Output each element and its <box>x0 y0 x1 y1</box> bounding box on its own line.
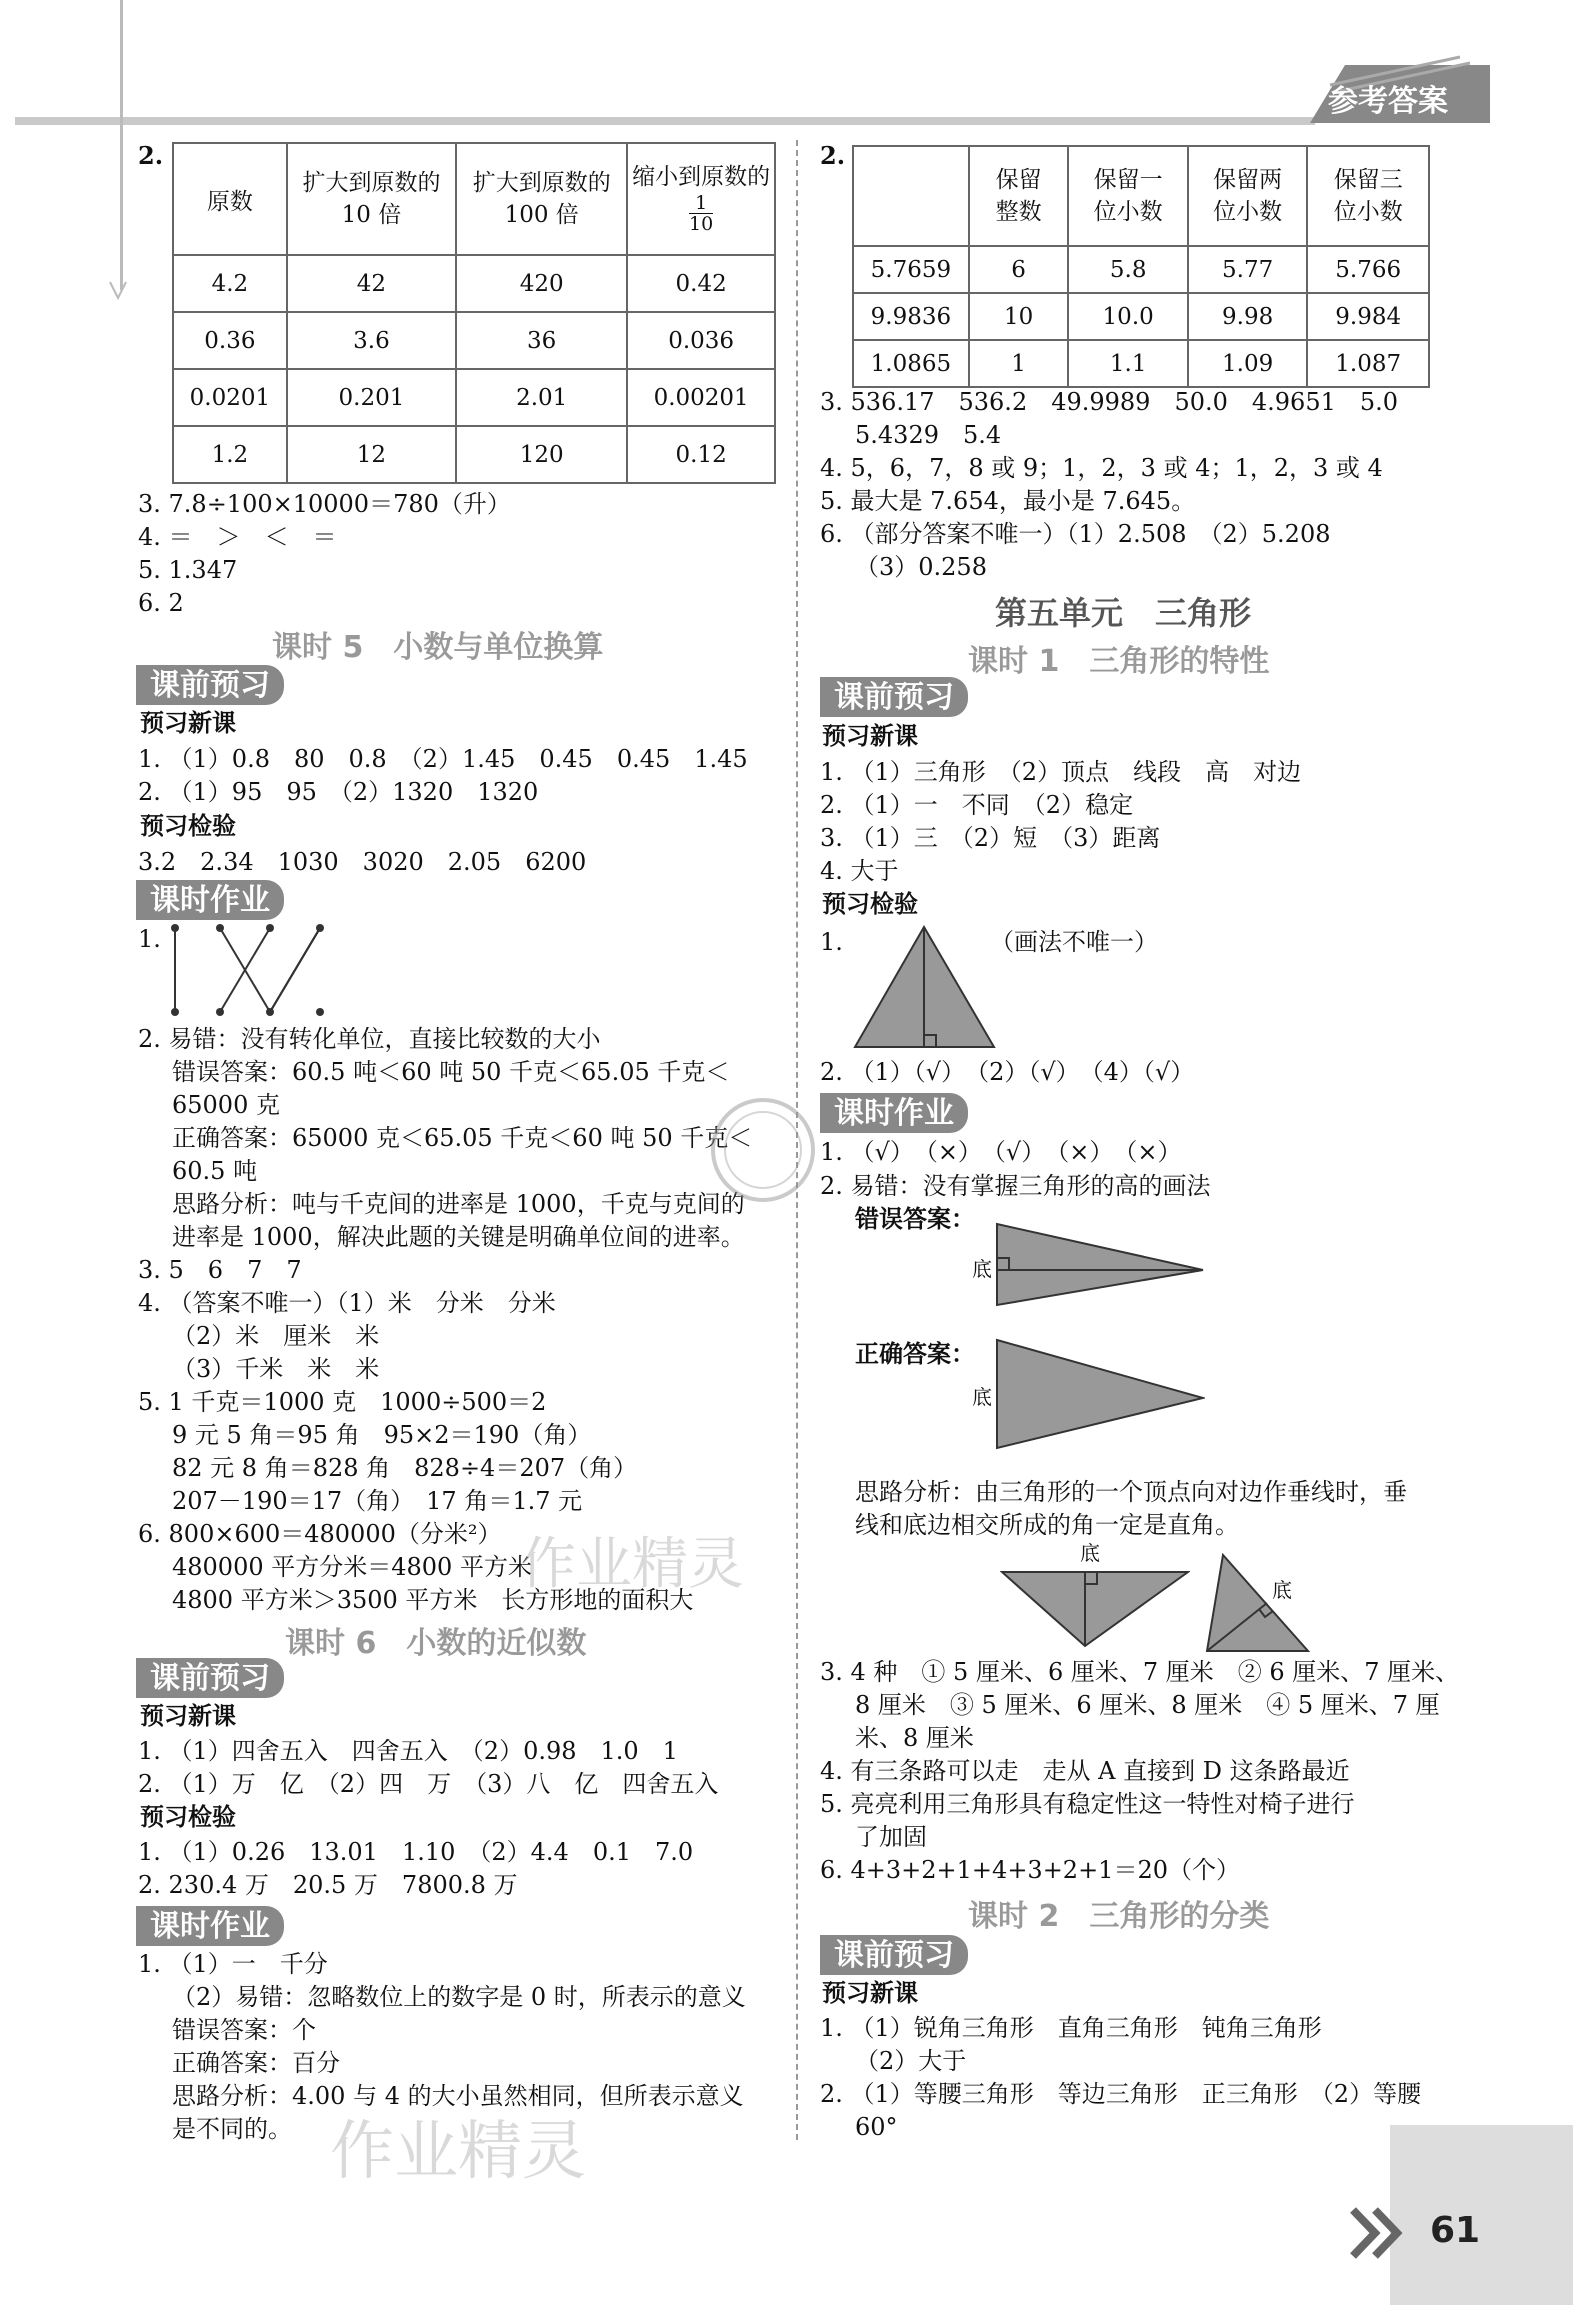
table-cell: 1.087 <box>1307 340 1429 387</box>
answer-line: 480000 平方分米＝4800 平方米 <box>172 1553 532 1581</box>
subsection-title: 预习检验 <box>140 1802 236 1831</box>
margin-arrow-icon <box>108 280 128 300</box>
answer-label: 错误答案： <box>855 1204 975 1233</box>
table-cell: 0.42 <box>627 255 775 312</box>
section-badge: 课前预习 <box>824 677 968 717</box>
section-badge: 课前预习 <box>140 1658 284 1698</box>
answer-line: 6. 800×600＝480000（分米²） <box>138 1520 502 1548</box>
answer-line: 5.4329 5.4 <box>855 421 1002 449</box>
answer-line: 5. 1 千克＝1000 克 1000÷500＝2 <box>138 1388 547 1416</box>
answer-line: （2）米 厘米 米 <box>172 1322 380 1350</box>
answer-line: 思路分析：吨与千克间的进率是 1000，千克与克间的 <box>172 1190 745 1218</box>
table-cell: 120 <box>456 426 627 483</box>
answer-line: 1. （1）0.8 80 0.8 （2）1.45 0.45 0.45 1.45 <box>138 745 748 773</box>
page-number: 61 <box>1430 2210 1481 2251</box>
answer-line: 正确答案：百分 <box>172 2049 340 2077</box>
page-header <box>0 0 1573 135</box>
table-cell: 0.12 <box>627 426 775 483</box>
answer-line: （3）千米 米 米 <box>172 1355 380 1383</box>
answer-line: 1. <box>138 925 161 953</box>
subsection-title: 预习新课 <box>822 1978 918 2007</box>
table-cell: 9.9836 <box>853 293 969 340</box>
header-rule <box>15 117 1315 125</box>
answer-label: 正确答案： <box>855 1339 975 1368</box>
answer-line: 3. 5 6 7 7 <box>138 1256 302 1284</box>
answer-line: 6. 2 <box>138 589 184 617</box>
table-header-cell: 保留两位小数 <box>1188 146 1307 246</box>
table-cell: 1.09 <box>1188 340 1307 387</box>
left-table <box>172 142 776 484</box>
answer-line: 2. （1）（√） （2）（√） （4）（√） <box>820 1058 1195 1086</box>
table-header-cell: 保留三位小数 <box>1307 146 1429 246</box>
answer-line: 错误答案：60.5 吨＜60 吨 50 千克＜65.05 千克＜ <box>172 1058 730 1086</box>
answer-line: （3）0.258 <box>855 553 987 581</box>
table-cell: 12 <box>287 426 456 483</box>
subsection-title: 预习检验 <box>822 889 918 918</box>
answer-line: 正确答案：65000 克＜65.05 千克＜60 吨 50 千克＜ <box>172 1124 753 1152</box>
answer-line: 60.5 吨 <box>172 1157 258 1185</box>
margin-rule <box>120 0 123 290</box>
fraction: $\frac{1}{10}$ <box>689 191 714 236</box>
answer-line: 4. ＝ ＞ ＜ ＝ <box>138 523 337 551</box>
answer-line: 1. （1）四舍五入 四舍五入 （2）0.98 1.0 1 <box>138 1737 678 1765</box>
answer-line: 1. （√） （×） （√） （×） （×） <box>820 1138 1182 1166</box>
answer-line: （2）大于 <box>855 2047 967 2075</box>
answer-line: 60° <box>855 2113 898 2141</box>
table-cell: 5.7659 <box>853 246 969 293</box>
table-header-cell: 扩大到原数的 100 倍 <box>456 143 627 255</box>
double-chevron-icon <box>1345 2198 1415 2268</box>
answer-line: 2. 230.4 万 20.5 万 7800.8 万 <box>138 1871 518 1899</box>
base-label: 底 <box>1272 1578 1292 1602</box>
base-label: 底 <box>972 1385 992 1409</box>
table-cell: 5.766 <box>1307 246 1429 293</box>
right-q2-number: 2. <box>820 141 846 170</box>
table-cell: 0.36 <box>173 312 287 369</box>
watermark: 作业精灵 <box>520 1532 744 1597</box>
answer-line: 2. （1）等腰三角形 等边三角形 正三角形 （2）等腰 <box>820 2080 1422 2108</box>
answer-line: 8 厘米 ③ 5 厘米、6 厘米、8 厘米 ④ 5 厘米、7 厘 <box>855 1691 1440 1719</box>
answer-line: 进率是 1000，解决此题的关键是明确单位间的进率。 <box>172 1223 745 1251</box>
answer-line: 3.2 2.34 1030 3020 2.05 6200 <box>138 848 587 876</box>
table-cell: 42 <box>287 255 456 312</box>
answer-line: 3. 7.8÷100×10000＝780（升） <box>138 490 511 518</box>
answer-line: 6. （部分答案不唯一）（1）2.508 （2）5.208 <box>820 520 1331 548</box>
left-q2-number: 2. <box>138 141 164 170</box>
answer-line: 米、8 厘米 <box>855 1724 974 1752</box>
answer-line: 4. 大于 <box>820 857 899 885</box>
correct-triangle-diagram <box>995 1338 1205 1450</box>
section-badge: 课时作业 <box>824 1093 968 1133</box>
table-cell: 10 <box>969 293 1069 340</box>
subsection-title: 预习检验 <box>140 811 236 840</box>
obtuse-triangle-diagram <box>1000 1570 1190 1648</box>
watermark-seal-icon <box>708 1095 818 1205</box>
answer-line: 3. 536.17 536.2 49.9989 50.0 4.9651 5.0 <box>820 388 1399 416</box>
answer-line: 思路分析：4.00 与 4 的大小虽然相同，但所表示意义 <box>172 2082 744 2110</box>
section-badge: 课时作业 <box>140 880 284 920</box>
table-cell: 2.01 <box>456 369 627 426</box>
answer-line: 4800 平方米＞3500 平方米 长方形地的面积大 <box>172 1586 694 1614</box>
base-label: 底 <box>1080 1541 1100 1565</box>
table-header-cell: 保留整数 <box>969 146 1069 246</box>
table-cell: 3.6 <box>287 312 456 369</box>
answer-line: 3. （1）三 （2）短 （3）距离 <box>820 824 1161 852</box>
answer-line: 2. （1）万 亿 （2）四 万 （3）八 亿 四舍五入 <box>138 1770 719 1798</box>
table-cell: 9.98 <box>1188 293 1307 340</box>
section-badge: 课时作业 <box>140 1906 284 1946</box>
answer-line: 4. 有三条路可以走 走从 A 直接到 D 这条路最近 <box>820 1757 1350 1785</box>
table-cell: 9.984 <box>1307 293 1429 340</box>
answer-line: 2. （1）一 不同 （2）稳定 <box>820 791 1134 819</box>
answer-line: 2. 易错：没有掌握三角形的高的画法 <box>820 1172 1211 1200</box>
answer-line: 1. （1）锐角三角形 直角三角形 钝角三角形 <box>820 2014 1322 2042</box>
answer-line: 5. 1.347 <box>138 556 238 584</box>
fraction-header-text: 缩小到原数的 <box>632 163 771 190</box>
right-triangle-diagram <box>1205 1553 1310 1653</box>
table-cell: 0.00201 <box>627 369 775 426</box>
answer-line: 2. （1）95 95 （2）1320 1320 <box>138 778 539 806</box>
table-cell: 1.1 <box>1068 340 1187 387</box>
table-cell: 1 <box>969 340 1069 387</box>
answer-line: 9 元 5 角＝95 角 95×2＝190（角） <box>172 1421 592 1449</box>
table-header-cell <box>853 146 969 246</box>
answer-line: 65000 克 <box>172 1091 280 1119</box>
section-badge: 课前预习 <box>824 1935 968 1975</box>
table-header-cell <box>627 143 775 255</box>
table-cell: 0.201 <box>287 369 456 426</box>
answer-line: 1. （1）一 千分 <box>138 1950 328 1978</box>
unit-title: 第五单元 三角形 <box>995 594 1252 632</box>
answer-line: 1. （1）0.26 13.01 1.10 （2）4.4 0.1 7.0 <box>138 1838 694 1866</box>
wrong-triangle-diagram <box>995 1222 1205 1307</box>
answer-line: 错误答案：个 <box>172 2016 316 2044</box>
answer-note: （画法不唯一） <box>990 928 1158 956</box>
table-cell: 420 <box>456 255 627 312</box>
answer-line: 是不同的。 <box>172 2115 292 2143</box>
base-label: 底 <box>972 1257 992 1281</box>
answer-line: 3. 4 种 ① 5 厘米、6 厘米、7 厘米 ② 6 厘米、7 厘米、 <box>820 1658 1460 1686</box>
answer-line: 207－190＝17（角） 17 角＝1.7 元 <box>172 1487 583 1515</box>
page-number-panel <box>1390 2125 1573 2305</box>
table-header-cell: 原数 <box>173 143 287 255</box>
table-cell: 10.0 <box>1068 293 1187 340</box>
answer-line: 82 元 8 角＝828 角 828÷4＝207（角） <box>172 1454 638 1482</box>
table-cell: 1.2 <box>173 426 287 483</box>
answer-line: 4. 5，6，7，8 或 9；1，2，3 或 4；1，2，3 或 4 <box>820 454 1383 482</box>
table-header-cell: 扩大到原数的 10 倍 <box>287 143 456 255</box>
matching-lines-diagram <box>165 920 355 1020</box>
section-label: 参考答案 <box>1328 84 1448 119</box>
table-cell: 5.77 <box>1188 246 1307 293</box>
answer-line: 2. 易错：没有转化单位，直接比较数的大小 <box>138 1025 601 1053</box>
table-cell: 36 <box>456 312 627 369</box>
answer-line: 1. <box>820 928 843 956</box>
answer-line: （2）易错：忽略数位上的数字是 0 时，所表示的意义 <box>172 1983 746 2011</box>
table-header-cell: 保留一位小数 <box>1068 146 1187 246</box>
subsection-title: 预习新课 <box>140 1701 236 1730</box>
answer-line: 5. 最大是 7.654，最小是 7.645。 <box>820 487 1196 515</box>
section-badge: 课前预习 <box>140 665 284 705</box>
table-cell: 0.036 <box>627 312 775 369</box>
table-cell: 6 <box>969 246 1069 293</box>
lesson-title: 课时 2 三角形的分类 <box>968 1899 1270 1934</box>
table-cell: 0.0201 <box>173 369 287 426</box>
answer-line: 思路分析：由三角形的一个顶点向对边作垂线时，垂 <box>855 1478 1407 1506</box>
subsection-title: 预习新课 <box>140 708 236 737</box>
lesson-title: 课时 6 小数的近似数 <box>285 1626 587 1661</box>
triangle-height-diagram <box>852 925 997 1050</box>
table-cell: 4.2 <box>173 255 287 312</box>
answer-line: 5. 亮亮利用三角形具有稳定性这一特性对椅子进行 <box>820 1790 1355 1818</box>
answer-line: 1. （1）三角形 （2）顶点 线段 高 对边 <box>820 758 1302 786</box>
table-cell: 1.0865 <box>853 340 969 387</box>
answer-line: 6. 4+3+2+1+4+3+2+1＝20（个） <box>820 1856 1240 1884</box>
answer-line: 4. （答案不唯一）（1）米 分米 分米 <box>138 1289 556 1317</box>
subsection-title: 预习新课 <box>822 721 918 750</box>
lesson-title: 课时 1 三角形的特性 <box>968 644 1270 679</box>
answer-line: 了加固 <box>855 1823 927 1851</box>
right-table <box>852 145 1430 388</box>
lesson-title: 课时 5 小数与单位换算 <box>272 630 604 665</box>
table-cell: 5.8 <box>1068 246 1187 293</box>
answer-line: 线和底边相交所成的角一定是直角。 <box>855 1511 1239 1539</box>
watermark: 作业精灵 <box>330 2115 586 2189</box>
